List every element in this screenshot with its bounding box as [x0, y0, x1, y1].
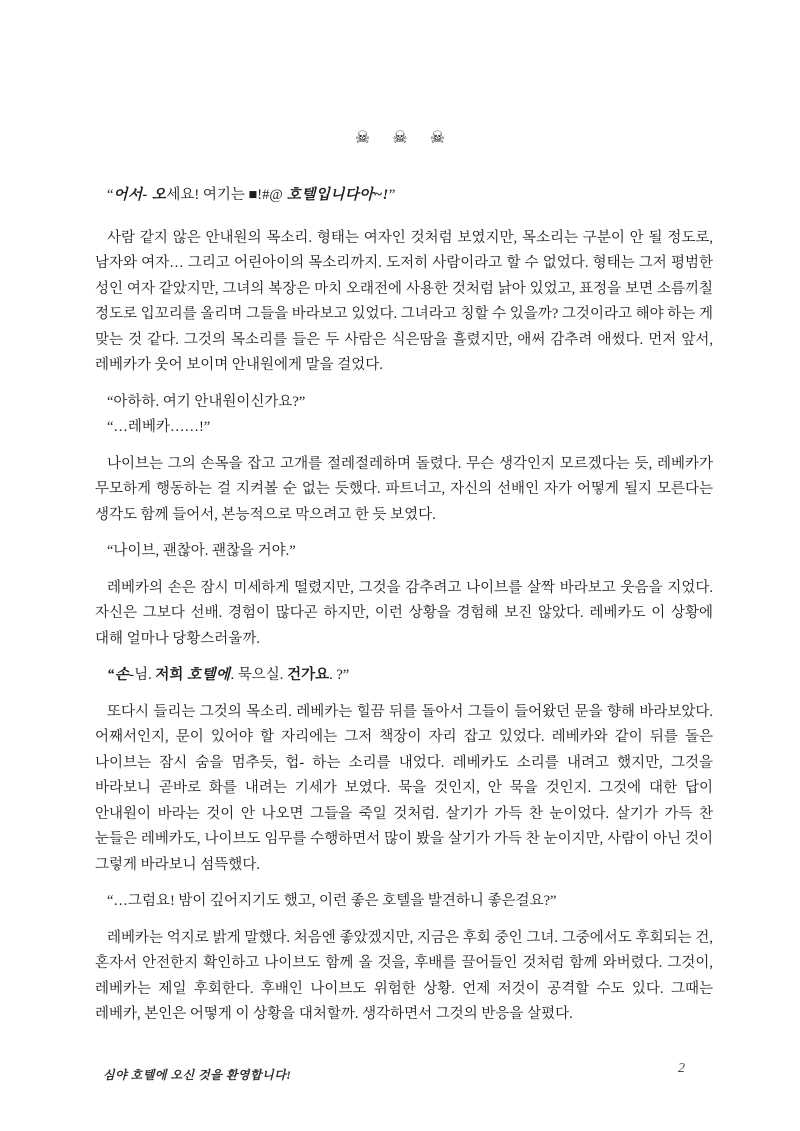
greeting-handwritten-part: 호텔입니다아~! — [282, 187, 389, 203]
dialogue-line: “아하하. 여기 안내원이신가요?” — [107, 393, 306, 410]
skull-icon: ☠ — [392, 128, 408, 147]
dialogue-bold-part: 저희 — [155, 667, 187, 683]
dialogue-line: “나이브, 괜찮아. 괜찮을 거야.” — [107, 543, 296, 559]
censored-hotel-name: ■!#@ — [248, 187, 283, 203]
paragraph-narration: 또다시 들리는 그것의 목소리. 레베카는 힐끔 뒤를 돌아서 그들이 들어왔던 문을 향해 바라보았다. 어째서인지, 문이 있어야 할 자리에는 그저 책장이 자리 잡고 있었다. 레베카와 같이 뒤를 돌은 나이브는 잠시 숨을 멈추듯, 헙- 하는 소리를 내었다. 레베카도 소리를 내려고 했지만, 그것을 바라보니 곧바로 화를 내려는 기세가 보였다. 묵을 것인지, 안 묵을 것인지. 그것에 대한 답이 안내원이 바라는 것이 안 나오면 그들을 죽일 것처럼. 살기가 가득 찬 눈이었다. 살기가 가득 찬 눈들은 레베카도, 나이브도 임무를 수행하면서 많이 봤을 살기가 가득 찬 눈이지만, 사람이 아닌 것이 그렇게 바라보니 섬뜩했다. — [95, 703, 713, 873]
quote-mark: ” — [388, 187, 396, 203]
dialogue-normal-part: -님. — [129, 667, 156, 683]
paragraph-narration: 사람 같지 않은 안내원의 목소리. 형태는 여자인 것처럼 보였지만, 목소리는 구분이 안 될 정도로, 남자와 여자… 그리고 어린아이의 목소리까지. 도저히 사람이라고 할 수 없었다. 형태는 그저 평범한 성인 여자 같았지만, 그녀의 복장은 마치 오래전에 사용한 것처럼 낡아 있었고, 표정을 보면 소름끼칠 정도로 입꼬리를 올리며 그들을 바라보고 있었다. 그녀라고 칭할 수 있을까? 그것이라고 해야 하는 게 맞는 것 같다. 그것의 목소리를 들은 두 사람은 식은땀을 흘렸지만, 애써 감추려 애썼다. 먼저 앞서, 레베카가 웃어 보이며 안내원에게 말을 걸었다. — [95, 229, 713, 373]
dialogue-bold-part: 건가요 — [287, 667, 330, 683]
paragraph-narration: 레베카의 손은 잠시 미세하게 떨렸지만, 그것을 감추려고 나이브를 살짝 바라보고 웃음을 지었다. 자신은 그보다 선배. 경험이 많다곤 하지만, 이런 상황을 경험해 보진 않았다. 레베카도 이 상황에 대해 얼마나 당황스러울까. — [95, 579, 713, 647]
quote-mark: “ — [107, 187, 114, 203]
dialogue-normal-part: . 묵으실. — [230, 667, 288, 683]
dialogue-line: “…레베카……!” — [107, 419, 211, 435]
footer-welcome-note: 심야 호텔에 오신 것을 환영합니다! — [103, 1068, 292, 1082]
skull-icon: ☠ — [354, 128, 371, 147]
paragraph-narration: 레베카는 억지로 밝게 말했다. 처음엔 좋았겠지만, 지금은 후회 중인 그녀. 그중에서도 후회되는 건, 혼자서 안전한지 확인하고 나이브도 함께 올 것을, 후배를 끌어들인 것처럼 함께 와버렸다. 그것이, 레베카는 제일 후회한다. 후배인 나이브도 위험한 상황. 언제 저것이 공격할 수도 있다. 그때는 레베카, 본인은 어떻게 이 상황을 대처할까. 생각하면서 그것의 반응을 살폈다. — [95, 929, 713, 1022]
skull-icon: ☠ — [429, 128, 446, 147]
dialogue-normal-part: . ?” — [329, 667, 350, 683]
dialogue-handwritten-part: “손 — [107, 667, 130, 683]
skulls-ornament — [0, 128, 800, 148]
dialogue-line: “…그럼요! 밤이 깊어지기도 했고, 이런 좋은 호텔을 발견하니 좋은걸요?” — [107, 893, 557, 909]
dialogue-handwritten-part: 호텔에 — [187, 667, 231, 683]
dialogue-line-mixed-font — [95, 663, 713, 689]
paragraph-narration: 나이브는 그의 손목을 잡고 고개를 절레절레하며 돌렸다. 무슨 생각인지 모르겠다는 듯, 레베카가 무모하게 행동하는 걸 지켜볼 순 없는 듯했다. 파트너고, 자신의 선배인 자가 어떻게 될지 모른다는 생각도 함께 들어서, 본능적으로 막으려고 한 듯 보였다. — [95, 455, 713, 523]
page-content — [95, 183, 713, 1039]
page-number: 2 — [678, 1061, 685, 1076]
greeting-handwritten-part: 어서- 오 — [113, 187, 167, 203]
greeting-dialogue-line — [95, 183, 713, 209]
greeting-normal-part: 세요! 여기는 — [166, 187, 249, 203]
